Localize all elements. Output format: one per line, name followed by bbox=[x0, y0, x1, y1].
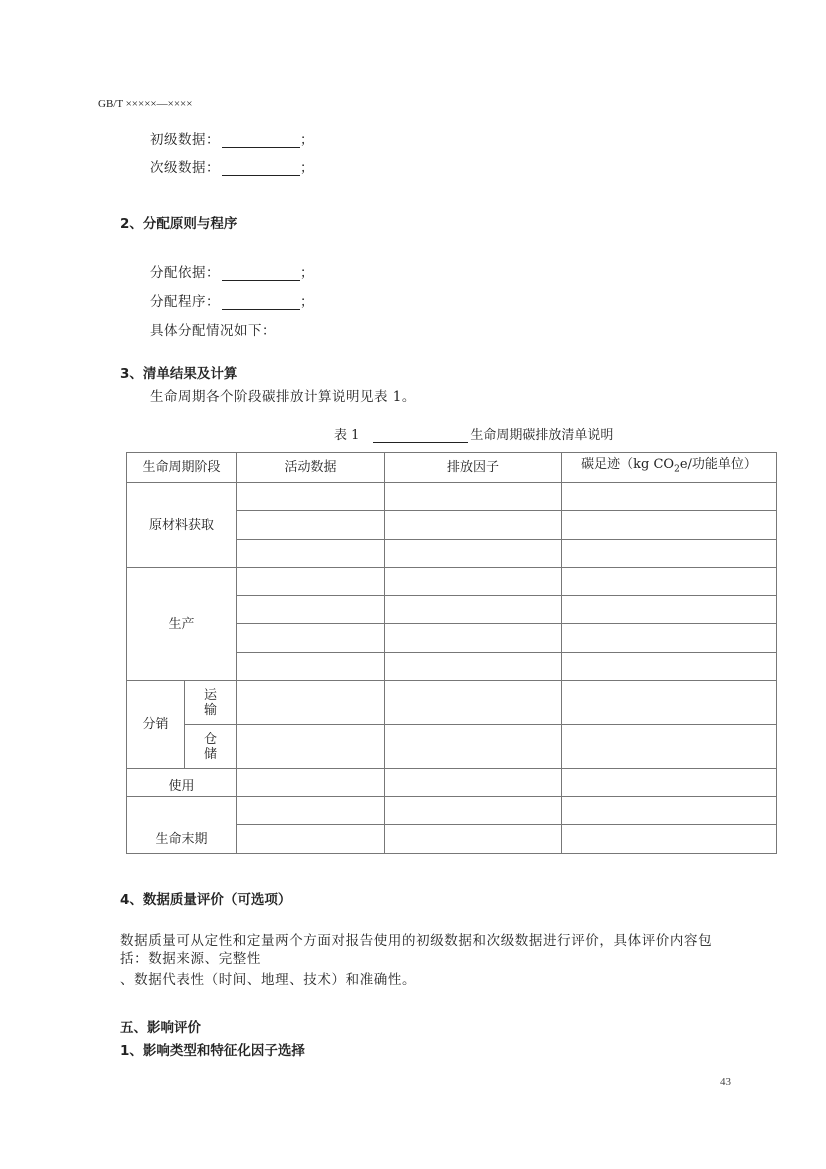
allocation-basis-end: ； bbox=[300, 265, 314, 281]
cell-input[interactable] bbox=[385, 624, 562, 653]
table-row bbox=[127, 769, 777, 797]
cell-input[interactable] bbox=[562, 797, 777, 825]
cell-input[interactable] bbox=[385, 825, 562, 854]
cell-input[interactable] bbox=[385, 653, 562, 681]
cell-input[interactable] bbox=[237, 825, 385, 854]
header-footprint bbox=[562, 453, 777, 483]
cell-input[interactable] bbox=[237, 483, 385, 511]
table-row bbox=[127, 681, 777, 725]
inventory-table bbox=[126, 452, 777, 854]
cell-input[interactable] bbox=[562, 624, 777, 653]
section3-intro: 生命周期各个阶段碳排放计算说明见表 1。 bbox=[150, 389, 416, 405]
cell-input[interactable] bbox=[562, 483, 777, 511]
stage-use: 使用 bbox=[127, 769, 237, 797]
substage-transport bbox=[185, 681, 237, 725]
cell-input[interactable] bbox=[237, 596, 385, 624]
secondary-data-label: 次级数据： bbox=[150, 160, 220, 176]
allocation-procedure-blank[interactable] bbox=[222, 295, 300, 310]
cell-input[interactable] bbox=[562, 511, 777, 540]
header-footprint-post: e/功能单位） bbox=[679, 457, 757, 473]
cell-input[interactable] bbox=[562, 769, 777, 797]
primary-data-end: ； bbox=[300, 132, 314, 148]
cell-input[interactable] bbox=[562, 681, 777, 725]
table-row bbox=[127, 568, 777, 596]
table-header-row bbox=[127, 453, 777, 483]
cell-input[interactable] bbox=[237, 725, 385, 769]
stage-production: 生产 bbox=[127, 568, 237, 681]
cell-input[interactable] bbox=[385, 596, 562, 624]
section5-heading: 五、影响评价 bbox=[120, 1020, 201, 1036]
cell-input[interactable] bbox=[385, 540, 562, 568]
cell-input[interactable] bbox=[237, 681, 385, 725]
allocation-procedure-field bbox=[150, 290, 314, 310]
cell-input[interactable] bbox=[562, 540, 777, 568]
table-caption-number: 表 1 bbox=[334, 428, 360, 443]
substage-storage bbox=[185, 725, 237, 769]
secondary-data-field bbox=[150, 156, 314, 176]
table-caption-blank[interactable] bbox=[373, 428, 468, 443]
primary-data-label: 初级数据： bbox=[150, 132, 220, 148]
page-number: 43 bbox=[720, 1076, 731, 1088]
table-caption bbox=[334, 424, 613, 443]
stage-distribution: 分销 bbox=[127, 681, 185, 769]
section4-para-line3: 、数据代表性（时间、地理、技术）和准确性。 bbox=[120, 972, 417, 988]
cell-input[interactable] bbox=[237, 511, 385, 540]
allocation-note: 具体分配情况如下： bbox=[150, 323, 276, 339]
secondary-data-end: ； bbox=[300, 160, 314, 176]
header-footprint-pre: 碳足迹（kg CO bbox=[581, 457, 675, 473]
cell-input[interactable] bbox=[385, 511, 562, 540]
allocation-procedure-label: 分配程序： bbox=[150, 294, 220, 310]
section4-para-line1: 数据质量可从定性和定量两个方面对报告使用的初级数据和次级数据进行评价，具体评价内容包 bbox=[120, 933, 713, 949]
secondary-data-blank[interactable] bbox=[222, 161, 300, 176]
cell-input[interactable] bbox=[385, 725, 562, 769]
cell-input[interactable] bbox=[562, 596, 777, 624]
cell-input[interactable] bbox=[562, 568, 777, 596]
document-code: GB/T ×××××—×××× bbox=[98, 98, 193, 110]
cell-input[interactable] bbox=[237, 568, 385, 596]
allocation-procedure-end: ； bbox=[300, 294, 314, 310]
table-row bbox=[127, 797, 777, 825]
allocation-basis-blank[interactable] bbox=[222, 266, 300, 281]
cell-input[interactable] bbox=[237, 540, 385, 568]
cell-input[interactable] bbox=[385, 797, 562, 825]
cell-input[interactable] bbox=[562, 825, 777, 854]
header-factor: 排放因子 bbox=[385, 453, 562, 483]
cell-input[interactable] bbox=[237, 653, 385, 681]
stage-raw-material: 原材料获取 bbox=[127, 483, 237, 568]
cell-input[interactable] bbox=[385, 769, 562, 797]
cell-input[interactable] bbox=[385, 568, 562, 596]
table-caption-title: 生命周期碳排放清单说明 bbox=[470, 428, 614, 443]
header-footprint-sub: 2 bbox=[674, 464, 680, 475]
section4-heading: 4、数据质量评价（可选项） bbox=[120, 892, 292, 908]
cell-input[interactable] bbox=[237, 797, 385, 825]
cell-input[interactable] bbox=[562, 725, 777, 769]
section5-subheading: 1、影响类型和特征化因子选择 bbox=[120, 1043, 305, 1059]
substage-transport-label: 运输 bbox=[203, 687, 217, 718]
section4-para-line2: 括：数据来源、完整性 bbox=[120, 951, 261, 967]
allocation-basis-label: 分配依据： bbox=[150, 265, 220, 281]
cell-input[interactable] bbox=[385, 681, 562, 725]
cell-input[interactable] bbox=[237, 769, 385, 797]
primary-data-field bbox=[150, 128, 314, 148]
primary-data-blank[interactable] bbox=[222, 133, 300, 148]
header-stage: 生命周期阶段 bbox=[127, 453, 237, 483]
substage-storage-label: 仓储 bbox=[203, 731, 217, 762]
allocation-basis-field bbox=[150, 261, 314, 281]
cell-input[interactable] bbox=[385, 483, 562, 511]
cell-input[interactable] bbox=[562, 653, 777, 681]
section2-heading: 2、分配原则与程序 bbox=[120, 216, 238, 232]
table-row bbox=[127, 483, 777, 511]
table-row bbox=[127, 725, 777, 769]
header-activity: 活动数据 bbox=[237, 453, 385, 483]
section3-heading: 3、清单结果及计算 bbox=[120, 366, 238, 382]
cell-input[interactable] bbox=[237, 624, 385, 653]
stage-end-of-life: 生命末期 bbox=[127, 797, 237, 854]
